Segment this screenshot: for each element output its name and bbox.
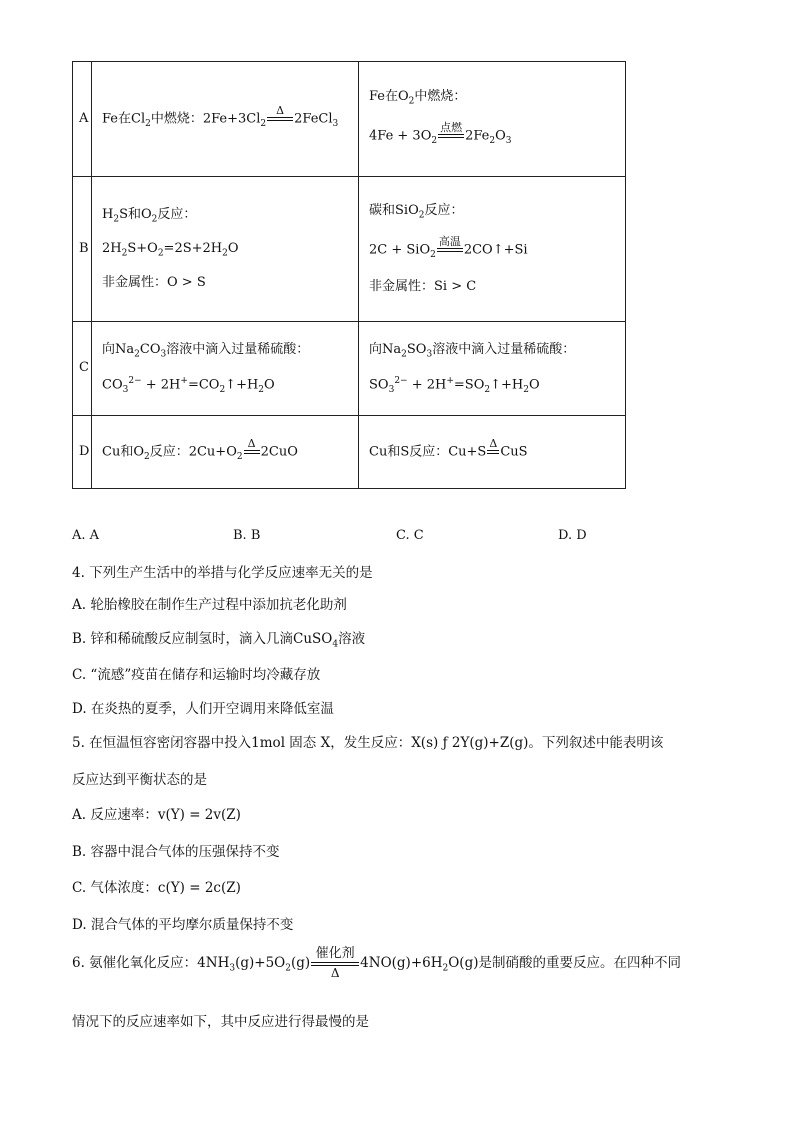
q5-option-d[interactable]: D. 混合气体的平均摩尔质量保持不变 bbox=[72, 917, 294, 933]
reaction-condition: Δ bbox=[487, 438, 499, 466]
reaction-condition: Δ bbox=[244, 438, 260, 466]
q5-option-a[interactable]: A. 反应速率：v(Y) = 2v(Z) bbox=[72, 807, 241, 823]
cell-left: $H_2S$和$O_2$反应： $2H_2S+O_2=2S+2H_2O$ 非金属性：O > S bbox=[92, 177, 359, 322]
cell-left: 向$Na_2CO_3$溶液中滴入过量稀硫酸： $CO_3^{2-}$ + $2H^+=CO_2↑+H_2O$ bbox=[92, 322, 359, 416]
table-row bbox=[73, 322, 626, 416]
cell-left: Cu和$O_2$反应：$2Cu+O_2$ Δ 2CuO bbox=[92, 416, 359, 489]
q6-stem: 6. 氨催化氧化反应：$4NH_3(g)+5O_2(g)$ 催化剂 Δ $4NO(g)+6H_2O(g)$是制硝酸的重要反应。在四种不同 bbox=[72, 946, 681, 980]
reaction-condition: 点燃 bbox=[438, 122, 464, 150]
choice-c[interactable]: C. C bbox=[396, 528, 424, 543]
row-label: A bbox=[73, 62, 92, 177]
table-row bbox=[73, 416, 626, 489]
reaction-condition: 高温 bbox=[437, 236, 463, 264]
choice-a[interactable]: A. A bbox=[72, 528, 100, 543]
reaction-condition: 催化剂 Δ bbox=[311, 946, 359, 981]
q6-stem-continued: 情况下的反应速率如下，其中反应进行得最慢的是 bbox=[72, 1014, 369, 1030]
row-label: B bbox=[73, 177, 92, 322]
reaction-condition: Δ bbox=[267, 105, 293, 133]
q5-stem-continued: 反应达到平衡状态的是 bbox=[72, 772, 207, 788]
q4-stem: 4. 下列生产生活中的举措与化学反应速率无关的是 bbox=[72, 565, 373, 581]
cell-right: Fe在$O_2$中燃烧： $4Fe + 3O_2$ 点燃 $2Fe_2O_3$ bbox=[359, 62, 626, 177]
q5-option-b[interactable]: B. 容器中混合气体的压强保持不变 bbox=[72, 844, 280, 860]
q5-option-c[interactable]: C. 气体浓度：c(Y) = 2c(Z) bbox=[72, 880, 241, 896]
cell-left: Fe在$Cl_2$中燃烧：$2Fe+3Cl_2$ Δ 2FeCl$_3$ bbox=[92, 62, 359, 177]
cell-right: 向$Na_2SO_3$溶液中滴入过量稀硫酸： $SO_3^{2-}$ + $2H^+=SO_2↑+H_2O$ bbox=[359, 322, 626, 416]
q4-option-c[interactable]: C. “流感”疫苗在储存和运输时均冷藏存放 bbox=[72, 667, 321, 683]
row-label: C bbox=[73, 322, 92, 416]
comparison-table bbox=[72, 61, 626, 489]
q4-option-a[interactable]: A. 轮胎橡胶在制作生产过程中添加抗老化助剂 bbox=[72, 597, 347, 613]
cell-right: 碳和SiO$_2$反应： 2C + SiO$_2$ 高温 2CO↑+Si 非金属性：Si > C bbox=[359, 177, 626, 322]
q5-stem: 5. 在恒温恒容密闭容器中投入1mol 固态 X，发生反应：X(s) ƒ 2Y(g)+Z(g)。下列叙述中能表明该 bbox=[72, 735, 664, 751]
row-label: D bbox=[73, 416, 92, 489]
q4-option-b[interactable]: B. 锌和稀硫酸反应制氢时，滴入几滴CuSO$_4$溶液 bbox=[72, 631, 366, 650]
choice-b[interactable]: B. B bbox=[233, 528, 261, 543]
choice-d[interactable]: D. D bbox=[558, 528, 587, 543]
table-row bbox=[73, 62, 626, 177]
cell-right: Cu和S反应：Cu+S Δ CuS bbox=[359, 416, 626, 489]
q4-option-d[interactable]: D. 在炎热的夏季，人们开空调用来降低室温 bbox=[72, 701, 334, 717]
table-row bbox=[73, 177, 626, 322]
